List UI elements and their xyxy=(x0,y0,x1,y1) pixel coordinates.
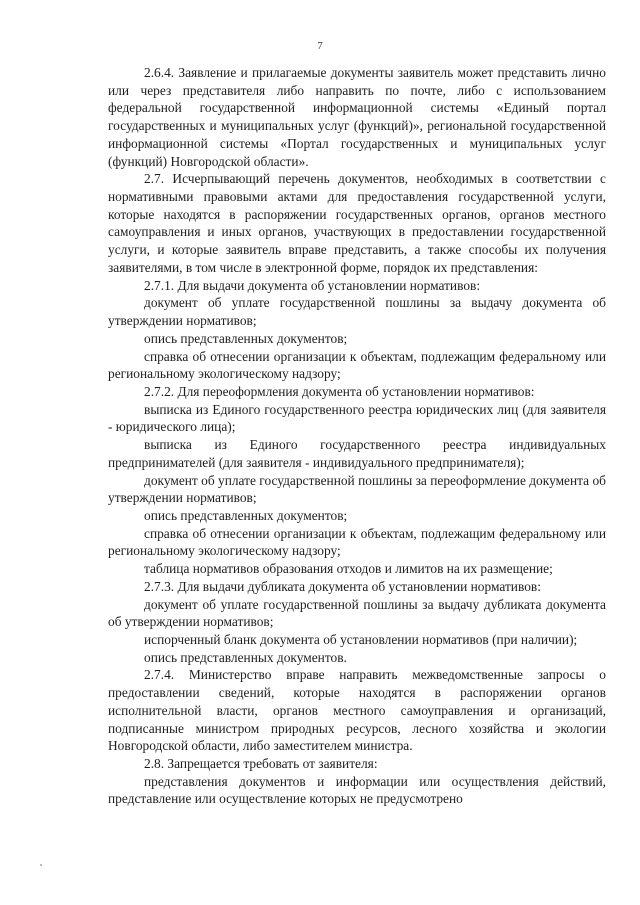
page-number: 7 xyxy=(317,40,323,52)
list-item-prohibited-requirements: представления документов и информации или осуществления действий, представление или осуществление которых не предусмотрено xyxy=(108,773,606,807)
list-item-entrepreneurs-extract: выписка из Единого государственного реестра индивидуальных предпринимателей (для заявителя - индивидуального предпринимателя); xyxy=(108,437,606,470)
list-item-inventory: опись представленных документов; xyxy=(144,507,348,523)
list-item-supervision-certificate: справка об отнесении организации к объектам, подлежащим федеральному или региональному экологическому надзору; xyxy=(108,525,606,559)
paragraph-2-7-1-heading: 2.7.1. Для выдачи документа об установлении нормативов: xyxy=(144,277,481,293)
list-item-inventory: опись представленных документов. xyxy=(144,649,347,665)
list-item-reissue-fee-document: документ об уплате государственной пошлины за переоформление документа об утверждении нормативов; xyxy=(108,472,606,506)
list-item-damaged-form: испорченный бланк документа об установлении нормативов (при наличии); xyxy=(144,632,578,647)
document-body xyxy=(108,64,606,808)
list-item-duplicate-fee-document: документ об уплате государственной пошлины за выдачу дубликата документа об утверждении нормативов; xyxy=(108,596,606,630)
paragraph-2-8-heading: 2.8. Запрещается требовать от заявителя: xyxy=(144,756,378,772)
list-item-inventory: опись представленных документов; xyxy=(144,330,348,346)
list-item-legal-entities-extract: выписка из Единого государственного реестра юридических лиц (для заявителя - юридического лица); xyxy=(108,401,606,435)
list-item-fee-document: документ об уплате государственной пошлины за выдачу документа об утверждении нормативов; xyxy=(108,295,606,329)
paragraph-2-6-4: 2.6.4. Заявление и прилагаемые документы заявитель может представить лично или через представителя либо направить по почте, либо с использованием федеральной государственной информационной системы «Единый портал государственных и муниципальных услуг (функций)», региональной государственной информационной системы «Портал государственных и муниципальных услуг (функций) Новгородской области». xyxy=(108,65,606,169)
paragraph-2-7-4: 2.7.4. Министерство вправе направить межведомственные запросы о предоставлении сведений, которые находятся в распоряжении органов исполнительной власти, органов местного самоуправления и организаций, подписанные министром природных ресурсов, лесного хозяйства и экологии Новгородской области, либо заместителем министра. xyxy=(108,667,606,754)
paragraph-2-7: 2.7. Исчерпывающий перечень документов, необходимых в соответствии с нормативными правовыми актами для предоставления государственной услуги, которые находятся в распоряжении государственных органов, органов местного самоуправления и иных органов, участвующих в предоставлении государственной услуги, и которые заявитель вправе представить, а также способы их получения заявителями, в том числе в электронной форме, порядок их представления: xyxy=(108,171,606,275)
paragraph-2-7-3-heading: 2.7.3. Для выдачи дубликата документа об установлении нормативов: xyxy=(144,578,541,594)
list-item-norms-table: таблица нормативов образования отходов и лимитов на их размещение; xyxy=(144,561,553,577)
scan-speck xyxy=(40,864,42,866)
list-item-supervision-certificate: справка об отнесении организации к объектам, подлежащим федеральному или региональному экологическому надзору; xyxy=(108,348,606,382)
paragraph-2-7-2-heading: 2.7.2. Для переоформления документа об установлении нормативов: xyxy=(144,383,535,399)
